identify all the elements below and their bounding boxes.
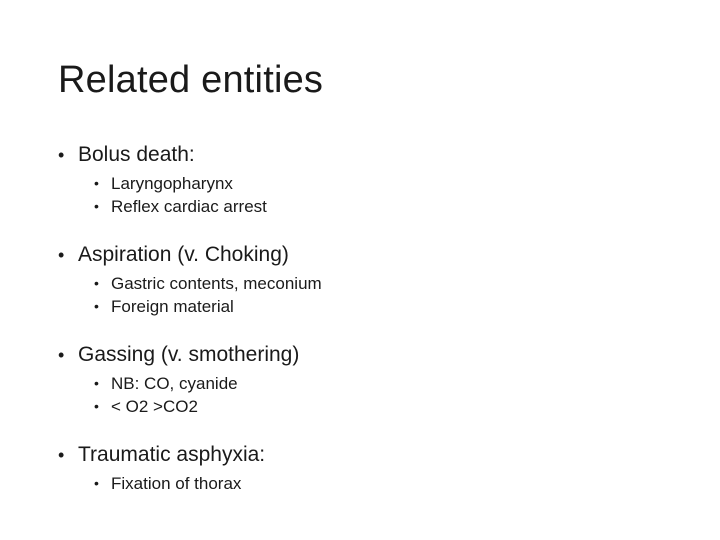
sub-bullet-text: < O2 >CO2 bbox=[111, 397, 198, 416]
sub-bullet-text: Foreign material bbox=[111, 297, 234, 316]
sub-bullet-icon: • bbox=[94, 298, 99, 314]
sub-bullet-item bbox=[58, 395, 698, 418]
sub-bullet-icon: • bbox=[94, 198, 99, 214]
sub-bullet-item bbox=[58, 172, 698, 195]
bullet-icon: • bbox=[58, 245, 65, 265]
bullet-icon: • bbox=[58, 145, 65, 165]
bullet-heading-text: Aspiration (v. Choking) bbox=[78, 243, 289, 266]
bullet-heading-gassing bbox=[58, 340, 698, 370]
sub-bullet-item bbox=[58, 295, 698, 318]
sub-bullet-text: NB: CO, cyanide bbox=[111, 374, 238, 393]
bullet-heading-traumatic-asphyxia bbox=[58, 440, 698, 470]
bullet-heading-text: Bolus death: bbox=[78, 143, 195, 166]
sub-bullet-icon: • bbox=[94, 175, 99, 191]
bullet-heading-bolus-death bbox=[58, 140, 698, 170]
sub-bullet-icon: • bbox=[94, 398, 99, 414]
sub-bullet-item bbox=[58, 372, 698, 395]
sub-bullet-item bbox=[58, 195, 698, 218]
sub-bullet-text: Gastric contents, meconium bbox=[111, 274, 322, 293]
bullet-heading-text: Gassing (v. smothering) bbox=[78, 343, 300, 366]
sub-bullet-icon: • bbox=[94, 375, 99, 391]
bullet-heading-aspiration bbox=[58, 240, 698, 270]
sub-bullet-icon: • bbox=[94, 275, 99, 291]
bullet-heading-text: Traumatic asphyxia: bbox=[78, 443, 266, 466]
bullet-icon: • bbox=[58, 345, 65, 365]
slide-title: Related entities bbox=[58, 59, 324, 101]
bullet-list bbox=[58, 140, 698, 495]
sub-bullet-text: Reflex cardiac arrest bbox=[111, 197, 267, 216]
sub-bullet-icon: • bbox=[94, 475, 99, 491]
sub-bullet-item bbox=[58, 272, 698, 295]
sub-bullet-text: Fixation of thorax bbox=[111, 474, 242, 493]
sub-bullet-text: Laryngopharynx bbox=[111, 174, 233, 193]
sub-bullet-item bbox=[58, 472, 698, 495]
bullet-icon: • bbox=[58, 445, 65, 465]
